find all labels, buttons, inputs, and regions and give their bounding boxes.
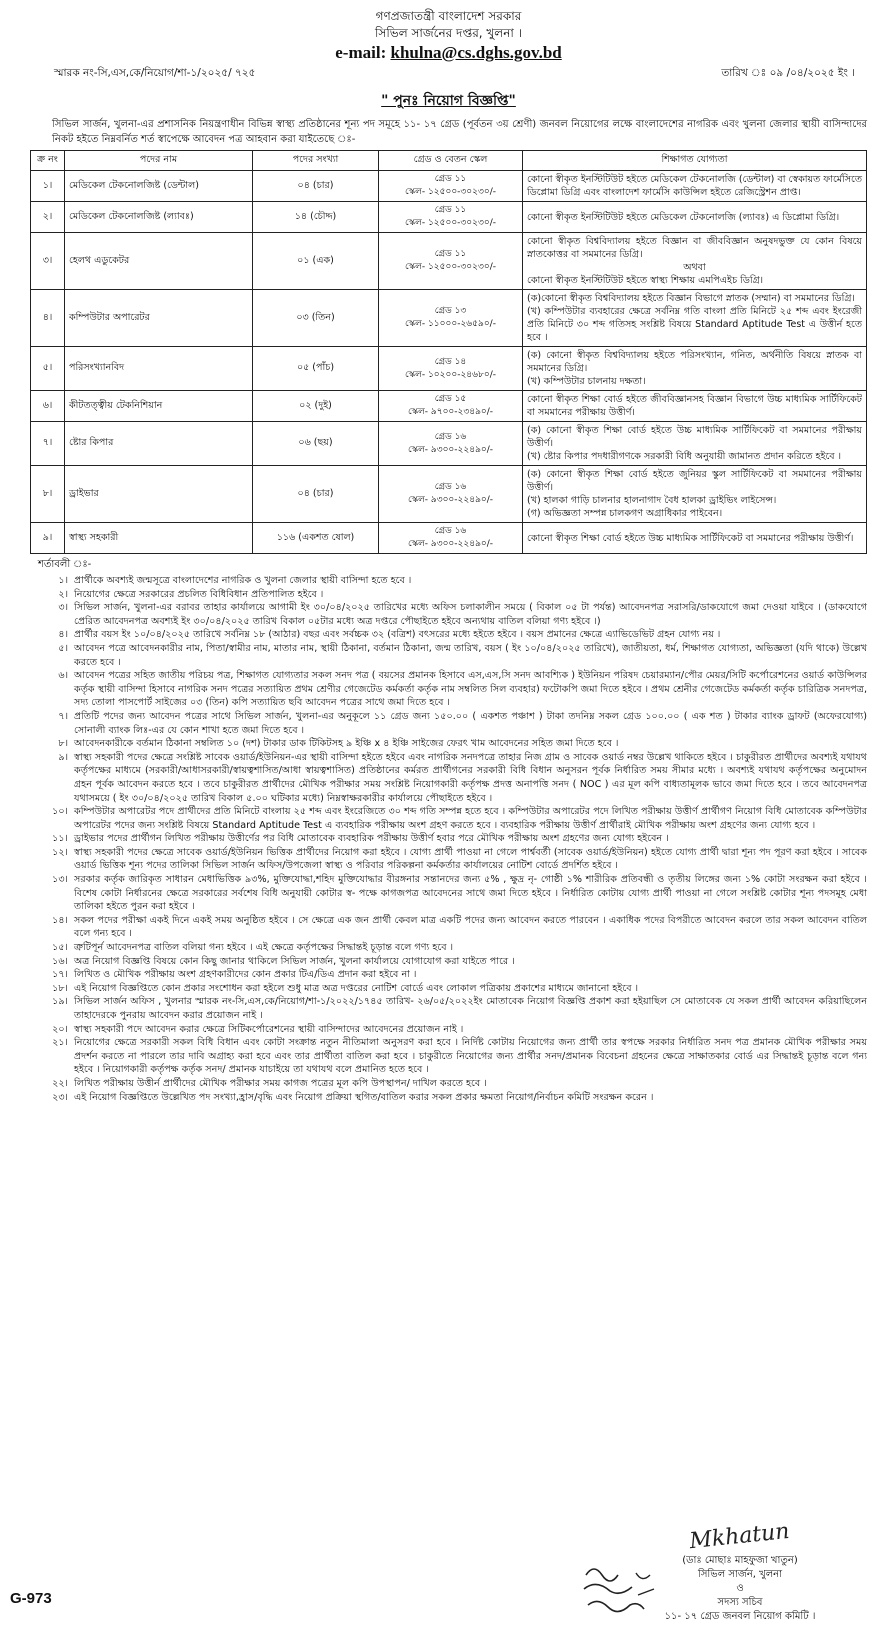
condition-text: ড্রাইভার পদের প্রার্থীগন লিখিত পরীক্ষায় উত্তীর্ণের পর বিধি মোতাবেক ব্যবহারিক পরীক্ষায় উত্তীর্ণ হবার পরে মৌখিক পরীক্ষায় অংশ গ্রহণের জন্য যোগ্য হইবেন । <box>74 833 669 845</box>
table-row <box>31 466 867 523</box>
row-scale: স্কেল- ৯৭০০-২৩৪৯০/- <box>407 407 494 417</box>
qualification-line: কোনো স্বীকৃত শিক্ষা বোর্ড হইতে উচ্চ মাধ্যমিক সার্টিফিকেট বা সমমানের পরীক্ষায় উত্তীর্ণ। <box>527 532 854 544</box>
signatory-designation: সিভিল সার্জন, খুলনা <box>697 1569 783 1580</box>
row-grade-scale <box>379 523 523 554</box>
table-row <box>31 290 867 347</box>
row-scale: স্কেল- ৯৩০০-২২৪৯০/- <box>407 495 494 505</box>
signature-block <box>625 1518 855 1624</box>
signatory-name: (ডাঃ মোছাঃ মাহফুজা খাতুন) <box>682 1555 798 1566</box>
conditions-title: শর্তাবলী ঃ- <box>38 559 92 570</box>
condition-number: ১৭। <box>52 969 68 981</box>
row-qualification <box>523 347 867 391</box>
row-qualification <box>523 202 867 233</box>
govt-title: গণপ্রজাতন্ত্রী বাংলাদেশ সরকার <box>375 9 522 23</box>
table-row <box>31 347 867 391</box>
condition-item <box>30 832 867 846</box>
row-serial: ৯। <box>31 523 65 554</box>
row-serial: ৮। <box>31 466 65 523</box>
row-grade: গ্রেড ১১ <box>434 205 467 215</box>
row-qualification <box>523 391 867 422</box>
condition-number: ৬। <box>58 670 68 682</box>
row-post-name: হেলথ এডুকেটর <box>65 233 253 290</box>
condition-number: ৫। <box>58 642 68 654</box>
row-grade: গ্রেড ১১ <box>434 174 467 184</box>
condition-number: ২০। <box>52 1023 68 1035</box>
publication-code: G-973 <box>10 1590 52 1607</box>
row-grade: গ্রেড ১১ <box>434 249 467 259</box>
col-header-qualification: শিক্ষাগত যোগ্যতা <box>523 151 867 171</box>
row-scale: স্কেল- ৯৩০০-২২৪৯০/- <box>407 539 494 549</box>
row-post-name: কীটতত্ত্বীয় টেকনিশিয়ান <box>65 391 253 422</box>
row-scale: স্কেল- ৯৩০০-২২৪৯০/- <box>407 444 494 455</box>
condition-text: অত্র নিয়োগ বিজ্ঞপ্তি বিষয়ে কোন কিছু জানার থাকিলে সিভিল সার্জন, খুলনা কার্যালয়ে যোগাযোগ করা যাইতে পারে । <box>74 955 515 967</box>
condition-text: সিভিল সার্জন অফিস , খুলনার স্মারক নং-সি,এস,কে/নিয়োগ/শা-১/২০২২/১৭৪৫ তারিখ- ২৬/০৫/২০২২ইং মোতাবেক নিয়োগ বিজ্ঞপ্তি প্রকাশ করা হইয়াছিল সে মোতাবেক যে সকল প্রার্থী আবেদন করিয়াছিলেন তাহাদেরকে পুনরায় আবেদন করার প্রয়োজন নাই । <box>74 996 867 1021</box>
email-address[interactable]: khulna@cs.dghs.gov.bd <box>390 43 562 62</box>
row-grade-scale <box>379 171 523 202</box>
row-scale: স্কেল- ১২৫০০-৩০২৩০/- <box>405 218 496 228</box>
condition-item <box>30 805 867 832</box>
qualification-line: (ক) কোনো স্বীকৃত শিক্ষা বোর্ড হইতে উচ্চ মাধ্যমিক সার্টিফিকেট বা সমমানের পরীক্ষায় উত্তীর্ণ। <box>527 425 862 449</box>
row-grade-scale <box>379 202 523 233</box>
col-header-grade: গ্রেড ও বেতন স্কেল <box>379 151 523 171</box>
condition-number: ৯। <box>58 751 68 763</box>
row-post-name: পরিসংখ্যানবিদ <box>65 347 253 391</box>
condition-item <box>30 642 867 669</box>
row-serial: ৫। <box>31 347 65 391</box>
row-qualification <box>523 523 867 554</box>
qualification-line: (খ) ষ্টোর কিপার পদধারীগণকে সরকারী বিধি অনুযায়ী জামানত প্রদান করিতে হইবে । <box>527 451 841 462</box>
condition-text: সিভিল সার্জন, খুলনা-এর বরাবর তাহার কার্যালয়ে আগামী ইং ৩০/০৪/২০২৫ তারিখের মধ্যে অফিস চলাকালীন সময়ে ( বিকাল ০৫ টা পর্যন্ত) আবেদনপত্র সরাসরি/ডাকযোগে জমা দেওয়া যাইবে । (ডাকযোগে প্রেরিত আবেদনপত্র অবশ্যই ইং ৩০/০৪/২০২৫ তারিখ বিকাল ০৫টার মধ্যে অত্র দপ্তরে পৌছাইতে হইবে অন্যথায় বাতিল বলিয়া গণ্য হইবে ।) <box>74 602 867 627</box>
condition-number: ৩। <box>58 602 68 614</box>
qualification-line: (খ) কম্পিউটার ব্যবহারের ক্ষেত্রে সর্বনিম্ন গতি বাংলা প্রতি মিনিটে ২৫ শব্দ এবং ইংরেজী প্রতি মিনিটে ৩০ শব্দ গতিসহ সংশ্লিষ্ট বিষয়ে Standard Aptitude Test এ উত্তীর্ন হতে হবে । <box>527 306 862 343</box>
letterhead <box>30 8 867 63</box>
row-post-name: ষ্টোর কিপার <box>65 422 253 466</box>
condition-text: প্রতিটি পদের জন্য আবেদন পত্রের সাথে সিভিল সার্জন, খুলনা-এর অনুকূলে ১১ গ্রেড জন্য ১৫০.০০ ( একশত পঞ্চাশ ) টাকা তদনিম্ন সকল গ্রেড ১০০.০০ ( এক শত ) টাকার ব্যাংক ড্রাফট (অফেরযোগ্য) সোনালী ব্যাংক লিঃ-এর যে কোন শাখা হতে জমা দিতে হবে । <box>74 710 867 736</box>
qualification-line: (ক) কোনো স্বীকৃত শিক্ষা বোর্ড হইতে জুনিয়র স্কুল সার্টিফিকেট বা সমমানের পরীক্ষায় উত্তীর্ণ। <box>527 469 862 493</box>
condition-number: ১৯। <box>52 996 68 1008</box>
row-post-count: ০৫ (পাঁচ) <box>253 347 379 391</box>
row-post-name: স্বাস্থ্য সহকারী <box>65 523 253 554</box>
memo-number: স্মারক নং-সি,এস,কে/নিয়োগ/শা-১/২০২৫/ ৭২৫ <box>54 67 256 79</box>
condition-item <box>30 914 867 941</box>
condition-item <box>30 628 867 642</box>
qualification-line: কোনো স্বীকৃত ইনস্টিটিউট হইতে মেডিকেল টেকনোলজি (ডেন্টাল) বা স্বেকায়ত ফার্মেসিতে ডিপ্লোমা ডিগ্রি এবং বাংলাদেশ ফার্মেসি কাউন্সিল হইতে রেজিস্ট্রেশন প্রাপ্ত। <box>527 174 862 198</box>
row-post-count: ০৪ (চার) <box>253 171 379 202</box>
row-grade-scale <box>379 290 523 347</box>
row-post-count: ০৩ (তিন) <box>253 290 379 347</box>
condition-item <box>30 574 867 588</box>
condition-item <box>30 982 867 996</box>
row-grade: গ্রেড ১৩ <box>434 306 467 316</box>
signatory-and: ও <box>736 1583 744 1594</box>
qualification-line: অথবা <box>683 262 706 273</box>
row-post-count: ০৪ (চার) <box>253 466 379 523</box>
row-serial: ৭। <box>31 422 65 466</box>
row-serial: ১। <box>31 171 65 202</box>
condition-text: আবেদনকারীকে বর্তমান ঠিকানা সম্বলিত ১০ (দশ) টাকার ডাক টিকিটসহ ৯ ইঞ্চি x ৪ ইঞ্চি সাইজের ফেরৎ খাম আবেদনের সহিত জমা দিতে হবে । <box>74 738 619 750</box>
condition-number: ৪। <box>58 629 68 641</box>
condition-number: ১৫। <box>52 942 68 954</box>
condition-text: স্বাস্থ্য সহকারী পদের ক্ষেত্রে সংশ্লিষ্ট সাবেক ওয়ার্ড/ইউনিয়ন-এর স্থায়ী বাসিন্দা হইতে হইবে এবং নাগরিক সনদপত্রে তাহার নিজ গ্রাম ও সাবেক ওয়ার্ড নম্বর উল্লেখ থাকিতে হইবে । চাকুরীরত প্রার্থীদের অবশ্যই যথাযথ কর্তৃপক্ষের মাধ্যমে (সরকারী/আধাসরকারী/স্বায়ত্বশাসিত/আধা স্বায়ত্বশাসিত) প্রতিষ্ঠানের কর্মরত প্রার্থীগনের সরকারী বিধি বিধান অনুসরন পূর্বক নির্ধারিত সময় সীমার মধ্যে । অবশ্যই যথাযথ কর্তৃপক্ষের অনুমোদন গ্রহন পূর্বক আবেদন করতে হবে । তবে চাকুরীরত প্রার্থীদের মৌখিক পরীক্ষার সময় সংশ্লিষ্ট নিয়োগকারী কর্তৃপক্ষ প্রদত্ত অনাপত্তি সনদ ( NOC ) এর মূল কপি বাধ্যতামূলক ভাবে জমা দিতে হবে । তবে আবেদনপত্র যথাসময়ে ( ইং ৩০/০৪/২০২৫ তারিখ বিকাল ৫.০০ ঘটিকার মধ্যে) নিম্নস্বাক্ষরকারীর কার্যালয়ে পৌছাইতে হইবে । <box>74 751 867 804</box>
condition-text: আবেদন পত্রে আবেদনকারীর নাম, পিতা/স্বামীর নাম, মাতার নাম, স্থায়ী ঠিকানা, বর্তমান ঠিকানা, জন্ম তারিখ, বয়স ( ইং ১০/০৪/২০২৫ তারিখে), জাতীয়তা, ধর্ম, শিক্ষাগত যোগ্যতা, অভিজ্ঞতা (যদি থাকে) উল্লেখ করতে হবে । <box>74 642 867 668</box>
condition-number: ১। <box>58 575 68 586</box>
condition-text: লিখিত ও মৌখিক পরীক্ষায় অংশ গ্রহণকারীদের কোন প্রকার টিএ/ডিএ প্রদান করা হইবে না । <box>74 969 417 981</box>
condition-text: প্রার্থীর বয়স ইং ১০/০৪/২০২৫ তারিখে সর্বনিম্ন ১৮ (আঠার) বছর এবং সর্বচ্চক ৩২ (বত্রিশ) বৎসরের মধ্যে হইতে হইবে । বয়স প্রমানের ক্ষেত্রে এ্যাভিডেভিট গ্রহন যোগ্য নয় । <box>74 629 721 641</box>
signatory-role: সদস্য সচিব <box>717 1597 763 1608</box>
row-qualification <box>523 290 867 347</box>
condition-text: নিয়োগের ক্ষেত্রে সরকারের প্রচলিত বিধিবিধান প্রতিপালিত হইবে । <box>74 588 324 600</box>
row-post-name: মেডিকেল টেকনোলজিষ্ট (ডেন্টাল) <box>65 171 253 202</box>
notice-date: তারিখ ঃ ০৯ /০৪/২০২৫ ইং । <box>721 67 855 79</box>
row-post-name: কম্পিউটার অপারেটর <box>65 290 253 347</box>
row-scale: স্কেল- ১২৫০০-৩০২৩০/- <box>405 187 496 197</box>
qualification-line: (গ) অভিজ্ঞতা সম্পন্ন চালকগণ অগ্রাধিকার পাইবেন। <box>527 508 723 519</box>
qualification-line: কোনো স্বীকৃত বিশ্ববিদ্যালয় হইতে বিজ্ঞান বা জীববিজ্ঞান অনুষদভুক্ত যে কোন বিষয়ে স্নাতকোত্তর বা সমমানের ডিগ্রি। <box>527 236 862 260</box>
condition-text: আবেদন পত্রের সহিত জাতীয় পরিচয় পত্র, শিক্ষাগত যোগ্যতার সকল সনদ পত্র ( বয়সের প্রমানক হিসাবে এস,এস,সি সনদ আবশ্যিক ) ইউনিয়ন পরিষদ চেয়ারম্যান/পৌর মেয়র/সিটি কর্পোরেশনের ওয়ার্ড কাউন্সিলর কর্তৃক স্থায়ী বাসিন্দা হিসাবে নাগরিক সনদ পত্রের সত্যায়িত প্রথম শ্রেণীর গেজেটেড কর্মকর্তা কর্তৃক নাম সম্বলিত সিল ব্যবহার) ফটোকপি জমা দিতে হইবে । প্রথম শ্রেনীর গেজেটেড কর্মকর্তা কর্তৃক চারিত্রিক সনদপত্র, সদ্য তোলা পাসপোর্ট সাইজের ০৩ (তিন) কপি সত্যায়িত ছবি আবেদন পত্রের সাথে জমা দিতে হবে । <box>74 670 867 709</box>
condition-number: ১০। <box>52 806 68 818</box>
row-post-count: ০১ (এক) <box>253 233 379 290</box>
condition-text: এই নিয়োগ বিজ্ঞপ্তিতে কোন প্রকার সংশোধন করা হইলে শুধু মাত্র অত্র দপ্তরের নোটিশ বোর্ডে এবং লোকাল পত্রিকায় প্রকাশের মাধ্যমে জানানো হইবে । <box>74 982 639 994</box>
row-serial: ৬। <box>31 391 65 422</box>
row-serial: ২। <box>31 202 65 233</box>
row-grade: গ্রেড ১৬ <box>434 526 467 536</box>
condition-number: ১৮। <box>52 982 68 994</box>
condition-number: ৭। <box>58 710 68 722</box>
row-post-count: ০২ (দুই) <box>253 391 379 422</box>
qualification-line: কোনো স্বীকৃত শিক্ষা বোর্ড হইতে জীববিজ্ঞানসহ বিজ্ঞান বিভাগে উচ্চ মাধ্যমিক সার্টিফিকেট বা সমমানের পরীক্ষায় উত্তীর্ণ। <box>527 394 862 418</box>
row-qualification <box>523 466 867 523</box>
table-row <box>31 391 867 422</box>
row-post-count: ১১৬ (একশত ষোল) <box>253 523 379 554</box>
signature: Mkhatun <box>688 1518 791 1555</box>
row-qualification <box>523 422 867 466</box>
condition-item <box>30 955 867 969</box>
office-name: সিভিল সার্জনের দপ্তর, খুলনা । <box>375 26 522 40</box>
condition-item <box>30 669 867 710</box>
condition-number: ১৪। <box>52 914 68 926</box>
row-grade: গ্রেড ১৬ <box>434 482 467 492</box>
condition-item <box>30 1077 867 1091</box>
qualification-line: (খ) হালকা গাড়ি চালনার হালনাগাদ বৈধ হালকা ড্রাইভিং লাইসেন্স। <box>527 495 777 506</box>
condition-number: ১৩। <box>52 874 68 886</box>
reference-row <box>30 66 867 83</box>
row-scale: স্কেল- ১২৫০০-৩০২৩০/- <box>405 262 496 272</box>
condition-item <box>30 846 867 873</box>
qualification-line: (খ) কম্পিউটার চালনায় দক্ষতা। <box>527 376 646 387</box>
table-row <box>31 422 867 466</box>
condition-item <box>30 1091 867 1105</box>
row-scale: স্কেল- ১১০০০-২৬৫৯০/- <box>405 319 496 329</box>
table-row <box>31 202 867 233</box>
row-post-name: ড্রাইভার <box>65 466 253 523</box>
condition-text: সকল পদের পরীক্ষা একই দিনে একই সময় অনুষ্ঠিত হইবে । সে ক্ষেত্রে এক জন প্রার্থী কেবল মাত্র একটি পদের জন্য আবেদন করতে পারবেন । একাধিক পদের বিপরীতে আবেদন করলে তার সকল আবেদন বাতিল বলে গন্য হবে । <box>74 914 867 940</box>
row-serial: ৩। <box>31 233 65 290</box>
condition-number: ১২। <box>52 846 68 858</box>
vacancy-table-body <box>31 171 867 554</box>
row-qualification <box>523 233 867 290</box>
condition-text: এই নিয়োগ বিজ্ঞপ্তিতে উল্লেখিত পদ সংখ্যা,হ্রাস/বৃদ্ধি এবং নিয়োগ প্রক্রিয়া স্থগিত/বাতিল করার সকল প্রকার ক্ষমতা নিয়োগ/নির্বাচন কমিটি সংরক্ষন করেন । <box>74 1091 654 1103</box>
email-line <box>30 42 867 63</box>
col-header-count: পদের সংখ্যা <box>253 151 379 171</box>
condition-item <box>30 601 867 628</box>
condition-item <box>30 710 867 737</box>
condition-text: কম্পিউটার অপারেটর পদে প্রার্থীদের প্রতি মিনিটে বাংলায় ২৫ শব্দ এবং ইংরেজিতে ৩০ শব্দ গতি সম্পন্ন হতে হবে । কম্পিউটার অপারেটর পদে লিখিত পরীক্ষায় উত্তীর্ণ প্রার্থীগণ নিয়োগ বিধি মোতাবেক কম্পিউটার অপারেটর পদের জন্য সংশ্লিষ্ট বিষয়ে Standard Aptitude Test এ ব্যবহারিক পরীক্ষায় অংশ গ্রহণ করতে হবে । ব্যবহারিক পরীক্ষায় উত্তীর্ণ প্রার্থীরাই মৌখিক পরীক্ষায় অংশ গ্রহণের জন্য যোগ্য হবে । <box>74 806 867 831</box>
col-header-post: পদের নাম <box>65 151 253 171</box>
condition-item <box>30 995 867 1022</box>
table-row <box>31 523 867 554</box>
qualification-line: কোনো স্বীকৃত ইনস্টিটিউট হইতে মেডিকেল টেকনোলজি (ল্যাবঃ) এ ডিপ্লোমা ডিগ্রি। <box>527 211 840 223</box>
row-post-count: ০৬ (ছয়) <box>253 422 379 466</box>
row-grade-scale <box>379 233 523 290</box>
condition-number: ২২। <box>52 1077 68 1089</box>
condition-item <box>30 588 867 602</box>
row-grade-scale <box>379 347 523 391</box>
condition-item <box>30 737 867 751</box>
row-grade: গ্রেড ১৫ <box>434 394 467 404</box>
condition-number: ৮। <box>58 738 68 750</box>
vacancy-table <box>30 150 867 554</box>
condition-number: ২। <box>58 588 68 600</box>
table-header-row <box>31 151 867 171</box>
condition-number: ১১। <box>52 833 68 845</box>
row-grade-scale <box>379 422 523 466</box>
condition-number: ১৬। <box>52 955 68 967</box>
col-header-serial: ক্র নং <box>31 151 65 171</box>
intro-paragraph: সিভিল সার্জন, খুলনা-এর প্রশাসনিক নিয়ন্ত্রণাধীন বিভিন্ন স্বাস্থ্য প্রতিষ্ঠানের শূন্য পদ সমূহে ১১- ১৭ গ্রেড (পূর্বতন ৩য় শ্রেণী) জনবল নিয়োগের লক্ষে বাংলাদেশের নাগরিক এবং খুলনা জেলার স্থায়ী বাসিন্দাদের নিকট হইতে নিম্নবর্নিত শর্ত স্বাপেক্ষে আবেদন পত্র আহবান করা যাইতেছে ঃ- <box>52 119 867 145</box>
condition-text: লিখিত পরীক্ষায় উত্তীর্ন প্রার্থীদের মৌখিক পরীক্ষার সময় কাগজ পত্রের মূল কপি উপস্থাপন/ দাখিল করতে হবে । <box>74 1077 487 1089</box>
condition-text: ত্রুটিপূর্ন আবেদনপত্র বাতিল বলিয়া গন্য হইবে । এই ক্ষেত্রে কর্তৃপক্ষের সিদ্ধান্তই চূড়ান্ত বলে গণ্য হবে । <box>74 942 454 954</box>
condition-item <box>30 941 867 955</box>
condition-text: স্বাস্থ্য সহকারী পদের ক্ষেত্রে সাবেক ওয়ার্ড/ইউনিয়ন ভিত্তিক প্রার্থীদের নিয়োগ করা হইবে । যোগ্য প্রার্থী পাওয়া না গেলে পার্শ্ববর্তী (সাবেক ওয়ার্ড/ইউনিয়ন) হইতে যোগ্য প্রার্থী দ্বারা শূন্য পদ পূরণ করা হইবে । সাবেক ওয়ার্ড ভিত্তিক শূন্য পদের তালিকা সিভিল সার্জন অফিস/উপজেলা স্বাস্থ্য ও পরিবার পরিকল্পনা কর্মকর্তার কার্যালয়ের নোটিশ বোর্ডে প্রদর্শিত হইবে । <box>74 846 867 872</box>
email-label: e-mail: <box>335 43 387 62</box>
qualification-line: (ক)কোনো স্বীকৃত বিশ্ববিদ্যালয় হইতে বিজ্ঞান বিভাগে স্নাতক (সম্মান) বা সমমানের ডিগ্রি। <box>527 293 855 304</box>
condition-number: ২১। <box>52 1037 68 1049</box>
conditions-list <box>30 574 867 1104</box>
row-serial: ৪। <box>31 290 65 347</box>
condition-text: নিয়োগের ক্ষেত্রে সরকারী সকল বিধি বিধান এবং কোটা সংক্রান্ত নতুন নীতিমালা অনুসরণ করা হবে । নির্দিষ্ট কোটায় নিয়োগের জন্য প্রার্থী তার স্বপক্ষে সরকার নির্ধারিত সনদ পত্র প্রমানক মৌখিক পরীক্ষার সময় প্রদর্শন করতে না পারলে তার দাবি অগ্রাহ্য করা হবে এবং তার প্রার্থীতা বাতিল করা হবে । চাকুরীতে নিয়োগের জন্য প্রার্থীর সনদ/প্রমানক বিবেচনা গ্রহনের ক্ষেত্রে সাক্ষাতকার বোর্ড এর সিদ্ধান্তই চূড়ান্ত বলে গন্য হইবে । নিয়োগকারী কর্তৃপক্ষ কর্তৃক সনদ/ প্রমানক যাচাইয়ে তা যথাযথ বলে প্রমানিত হতে হবে । <box>74 1037 867 1076</box>
row-grade-scale <box>379 391 523 422</box>
condition-item <box>30 1023 867 1037</box>
condition-item <box>30 751 867 805</box>
row-qualification <box>523 171 867 202</box>
condition-number: ২৩। <box>52 1091 68 1103</box>
notice-title: " পুনঃ নিয়োগ বিজ্ঞপ্তি" <box>381 93 516 109</box>
condition-text: প্রার্থীকে অবশ্যই জন্মসূত্রে বাংলাদেশের নাগরিক ও খুলনা জেলার স্থায়ী বাসিন্দা হতে হবে । <box>74 575 412 586</box>
condition-text: স্বাস্থ্য সহকারী পদে আবেদন করার ক্ষেত্রে সিটিকর্পোরেশনের স্থায়ী বাসিন্দাদের আবেদনের প্রয়োজন নাই । <box>74 1023 464 1035</box>
qualification-line: (ক) কোনো স্বীকৃত বিশ্ববিদ্যালয় হইতে পরিসংখ্যান, গনিত, অর্থনীতি বিষয়ে স্নাতক বা সমমানের ডিগ্রি। <box>527 350 862 374</box>
signatory-committee: ১১- ১৭ গ্রেড জনবল নিয়োগ কমিটি । <box>664 1611 816 1622</box>
row-grade: গ্রেড ১৬ <box>434 431 467 442</box>
row-post-count: ১৪ (চৌদ্দ) <box>253 202 379 233</box>
condition-item <box>30 873 867 914</box>
condition-item <box>30 968 867 982</box>
qualification-line: কোনো স্বীকৃত ইনস্টিটিউট হইতে স্বাস্থ্য শিক্ষায় এমপিএইচ ডিগ্রি। <box>527 275 764 286</box>
condition-text: সরকার কর্তৃক জারিকৃত সাধারন মেধাভিত্তিক ৯৩%, মুক্তিযোদ্ধা,শহিদ মুক্তিযোদ্ধার বীরঙ্গনার সন্তানদের জন্য ৫% , ক্ষুদ্র নৃ- গোষ্ঠী ১% শারীরিক প্রতিবন্ধী ও তৃতীয় লিঙ্গের জন্য ১% কোটা সংরক্ষন করা হইবে । বিশেষ কোটা নির্ধারনের ক্ষেত্রে সরকারের সর্বশেষ বিধি অনুযায়ী কোটার স্ব- পক্ষে কাগজপত্র আবেদনের সাথে জমা দিতে হইবে । নির্ধারিত কোটায় যোগ্য প্রার্থী পাওয়া না গেলে সংশ্লিষ্ট কোটার শূন্য পদসমূহ মেধা তালিকা হইতে পুরন করা হইবে । <box>74 874 867 913</box>
condition-item <box>30 1036 867 1077</box>
row-grade-scale <box>379 466 523 523</box>
table-row <box>31 233 867 290</box>
row-post-name: মেডিকেল টেকনোলজিষ্ট (ল্যাবঃ) <box>65 202 253 233</box>
row-scale: স্কেল- ১০২০০-২৪৬৮০/- <box>405 369 496 380</box>
table-row <box>31 171 867 202</box>
row-grade: গ্রেড ১৪ <box>434 356 467 367</box>
